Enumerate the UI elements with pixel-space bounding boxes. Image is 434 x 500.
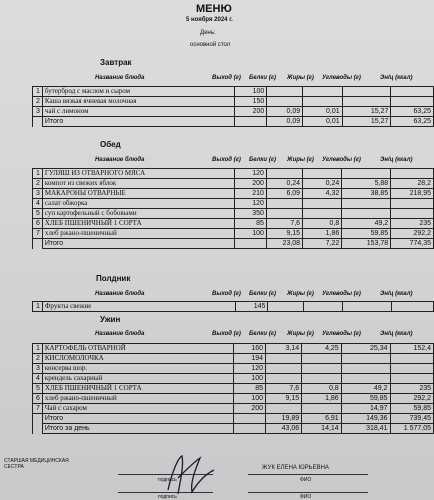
dish-weight: 210 [235, 189, 267, 199]
dish-weight: 200 [234, 404, 266, 414]
lunch-table [32, 168, 434, 249]
dish-weight: 194 [234, 354, 266, 364]
handwritten-signature [160, 452, 220, 496]
table-row [33, 302, 434, 312]
total-energy: 63,25 [391, 117, 434, 127]
dish-protein [266, 354, 302, 364]
day-total-label: Итого за день [42, 424, 233, 434]
row-number: 6 [33, 219, 43, 229]
col-header-fat: Жиры (г) [287, 157, 314, 163]
dish-energy [391, 302, 433, 312]
dish-carbs [342, 199, 391, 209]
dish-protein: 0,24 [266, 179, 302, 189]
row-number: 7 [33, 229, 43, 239]
table-row [33, 107, 434, 117]
col-header-protein: Белки (г) [249, 75, 276, 81]
table-row [33, 189, 434, 199]
row-number: 3 [33, 189, 43, 199]
day-label: День: [200, 30, 216, 36]
dish-protein [266, 364, 302, 374]
dish-weight: 120 [234, 364, 266, 374]
row-number: 5 [33, 209, 43, 219]
name-caption-2: ФИО [300, 494, 312, 500]
blank-cell [33, 414, 43, 424]
dish-name: ХЛЕБ ПШЕНИЧНЫЙ 1 СОРТА [42, 219, 234, 229]
signer-position: СТАРШАЯ МЕДИЦИНСКАЯ СЕСТРА [4, 458, 69, 470]
dish-protein [266, 404, 302, 414]
dish-fat [303, 199, 342, 209]
table-row [33, 87, 434, 97]
day-total-row [33, 424, 434, 434]
dish-name: хлеб ржано-пшеничный [42, 229, 234, 239]
total-energy: 774,35 [391, 239, 434, 249]
col-header-name: Название блюда [95, 291, 145, 297]
dish-protein [267, 97, 303, 107]
col-header-energy: Эн/ц (ккал) [380, 331, 413, 337]
table-row [33, 374, 434, 384]
dish-weight: 100 [234, 374, 266, 384]
table-row [33, 229, 434, 239]
row-number: 1 [33, 344, 43, 354]
total-energy: 739,45 [390, 414, 433, 424]
row-number: 5 [33, 384, 43, 394]
dish-fat [302, 364, 342, 374]
total-protein: 19,89 [266, 414, 302, 424]
table-row [33, 219, 434, 229]
row-number: 1 [33, 169, 43, 179]
dish-protein [268, 302, 304, 312]
dish-carbs [342, 169, 391, 179]
dish-fat: 0,24 [303, 179, 342, 189]
dish-energy: 28,2 [391, 179, 434, 189]
table-row [33, 394, 434, 404]
dish-fat: 1,86 [303, 229, 342, 239]
dish-weight: 150 [235, 97, 267, 107]
row-number: 4 [33, 374, 43, 384]
dish-protein: 9,15 [266, 394, 302, 404]
col-header-protein: Белки (г) [249, 157, 276, 163]
table-row [33, 179, 434, 189]
dish-fat [302, 354, 342, 364]
dish-weight: 85 [234, 384, 266, 394]
col-header-fat: Жиры (г) [287, 75, 314, 81]
col-header-name: Название блюда [95, 331, 145, 337]
dish-carbs [342, 209, 391, 219]
dish-name: Фрукты свежие [42, 302, 235, 312]
blank-cell [234, 414, 266, 424]
dish-carbs: 59,85 [341, 394, 390, 404]
dish-name: салат обжорка [42, 199, 234, 209]
dish-carbs: 49,2 [341, 384, 390, 394]
table-row [33, 384, 434, 394]
dish-weight: 160 [234, 344, 266, 354]
dish-carbs: 15,27 [342, 107, 391, 117]
section-title-snack: Полдник [96, 274, 131, 283]
total-carbs: 153,78 [342, 239, 391, 249]
dish-energy: 235 [390, 384, 433, 394]
dish-fat [303, 209, 342, 219]
row-number: 6 [33, 394, 43, 404]
col-header-name: Название блюда [95, 157, 145, 163]
table-type: основной стол [190, 42, 231, 48]
dish-name: ГУЛЯШ ИЗ ОТВАРНОГО МЯСА [42, 169, 234, 179]
dish-energy: 63,25 [391, 107, 434, 117]
total-row [33, 239, 434, 249]
dish-energy: 292,2 [390, 394, 433, 404]
dish-energy [391, 97, 434, 107]
dish-energy [390, 364, 433, 374]
dish-energy: 152,4 [390, 344, 433, 354]
dish-fat: 0,8 [303, 219, 342, 229]
col-header-energy: Эн/ц (ккал) [380, 75, 413, 81]
dish-name: Каша вязкая ячневая молочная [42, 97, 234, 107]
dish-protein [267, 87, 303, 97]
name-line-2 [248, 492, 368, 493]
dish-fat [304, 302, 343, 312]
table-row [33, 97, 434, 107]
col-header-protein: Белки (г) [249, 331, 276, 337]
dish-name: МАКАРОНЫ ОТВАРНЫЕ [42, 189, 234, 199]
col-header-carbs: Углеводы (г) [322, 291, 361, 297]
table-row [33, 169, 434, 179]
row-number: 1 [33, 87, 43, 97]
dish-energy [391, 169, 434, 179]
col-header-weight: Выход (г) [212, 157, 241, 163]
dish-carbs [343, 302, 392, 312]
dish-fat [302, 374, 342, 384]
dish-protein [266, 199, 302, 209]
col-header-weight: Выход (г) [212, 75, 241, 81]
dinner-table [32, 343, 434, 434]
dish-weight: 100 [235, 87, 267, 97]
total-fat: 0,01 [303, 117, 342, 127]
dish-fat: 1,86 [302, 394, 342, 404]
dish-protein: 9,15 [266, 229, 302, 239]
total-label: Итого [42, 414, 233, 424]
col-header-name: Название блюда [95, 75, 145, 81]
dish-protein [266, 169, 302, 179]
dish-carbs: 59,85 [342, 229, 391, 239]
total-label: Итого [42, 117, 234, 127]
dish-protein [266, 209, 302, 219]
dish-fat [303, 87, 342, 97]
section-title-breakfast: Завтрак [100, 58, 132, 67]
row-number: 3 [33, 107, 43, 117]
total-protein: 23,08 [266, 239, 302, 249]
dish-fat: 4,32 [303, 189, 342, 199]
dish-carbs: 49,2 [342, 219, 391, 229]
day-total-carbs: 318,41 [341, 424, 390, 434]
row-number: 7 [33, 404, 43, 414]
dish-weight: 200 [235, 179, 267, 189]
dish-energy: 235 [391, 219, 434, 229]
col-header-carbs: Углеводы (г) [322, 331, 361, 337]
total-fat: 6,91 [302, 414, 342, 424]
dish-energy [390, 354, 433, 364]
dish-energy [391, 209, 434, 219]
dish-name: хлеб ржано-пшеничный [42, 394, 233, 404]
dish-weight: 350 [235, 209, 267, 219]
dish-fat [303, 97, 342, 107]
dish-carbs [342, 87, 391, 97]
blank-cell [33, 239, 43, 249]
dish-carbs: 14,97 [341, 404, 390, 414]
col-header-weight: Выход (г) [212, 291, 241, 297]
signature-caption: подпись [158, 477, 177, 483]
day-total-energy: 1 577,05 [390, 424, 433, 434]
table-row [33, 344, 434, 354]
row-number: 1 [33, 302, 43, 312]
signature-caption-2: подпись [158, 494, 177, 500]
blank-cell [33, 117, 43, 127]
dish-name: КАРТОФЕЛЬ ОТВАРНОЙ [42, 344, 233, 354]
total-label: Итого [42, 239, 234, 249]
dish-energy: 292,2 [391, 229, 434, 239]
signer-name: ЖУК ЕЛЕНА ЮРЬЕВНА [262, 465, 329, 471]
dish-carbs [342, 97, 391, 107]
total-fat: 7,22 [303, 239, 342, 249]
dish-name: суп картофельный с бобовыми [42, 209, 234, 219]
page-title: МЕНЮ [196, 3, 232, 15]
dish-carbs: 25,34 [341, 344, 390, 354]
total-carbs: 149,36 [341, 414, 390, 424]
dish-energy [390, 374, 433, 384]
breakfast-table [32, 86, 434, 127]
row-number: 2 [33, 179, 43, 189]
dish-name: ХЛЕБ ПШЕНИЧНЫЙ 1 СОРТА [42, 384, 233, 394]
name-line [248, 474, 368, 475]
day-total-protein: 43,06 [266, 424, 302, 434]
row-number: 4 [33, 199, 43, 209]
total-row [33, 414, 434, 424]
name-caption: ФИО [300, 477, 312, 483]
dish-energy: 59,85 [390, 404, 433, 414]
total-row [33, 117, 434, 127]
dish-carbs: 5,88 [342, 179, 391, 189]
dish-fat [303, 169, 342, 179]
dish-weight: 120 [235, 169, 267, 179]
col-header-carbs: Углеводы (г) [322, 75, 361, 81]
blank-cell [234, 424, 266, 434]
dish-protein: 7,6 [266, 384, 302, 394]
total-carbs: 15,27 [342, 117, 391, 127]
dish-carbs: 38,85 [342, 189, 391, 199]
dish-name: чай с лимоном [42, 107, 234, 117]
col-header-energy: Эн/ц (ккал) [380, 157, 413, 163]
dish-weight: 200 [235, 107, 267, 117]
dish-protein: 0,09 [267, 107, 303, 117]
table-row [33, 199, 434, 209]
row-number: 2 [33, 97, 43, 107]
blank-cell [33, 424, 43, 434]
dish-protein [266, 374, 302, 384]
dish-name: бутерброд с маслом и сыром [42, 87, 234, 97]
dish-name: консерва шор. [42, 364, 233, 374]
snack-table [32, 301, 434, 312]
col-header-weight: Выход (г) [212, 331, 241, 337]
dish-fat: 0,8 [302, 384, 342, 394]
dish-name: крендель сахарный [42, 374, 233, 384]
table-row [33, 209, 434, 219]
row-number: 2 [33, 354, 43, 364]
dish-name: Чай с сахаром [42, 404, 233, 414]
dish-protein: 6,09 [266, 189, 302, 199]
day-total-fat: 14,14 [302, 424, 342, 434]
table-row [33, 404, 434, 414]
dish-carbs [341, 374, 390, 384]
dish-energy [391, 199, 434, 209]
section-title-dinner: Ужин [100, 315, 121, 324]
dish-name: КИСЛОМОЛОЧКА [42, 354, 233, 364]
col-header-carbs: Углеводы (г) [322, 157, 361, 163]
section-title-lunch: Обед [100, 140, 121, 149]
dish-weight: 145 [235, 302, 268, 312]
table-row [33, 354, 434, 364]
dish-weight: 85 [235, 219, 267, 229]
dish-carbs [341, 354, 390, 364]
dish-fat: 4,25 [302, 344, 342, 354]
dish-name: компот из свежих яблок [42, 179, 234, 189]
dish-protein: 3,14 [266, 344, 302, 354]
blank-cell [235, 117, 267, 127]
dish-weight: 120 [235, 199, 267, 209]
dish-weight: 100 [234, 394, 266, 404]
menu-date: 5 ноября 2024 г. [186, 17, 233, 23]
table-row [33, 364, 434, 374]
total-protein: 0,09 [267, 117, 303, 127]
blank-cell [235, 239, 267, 249]
dish-fat: 0,01 [303, 107, 342, 117]
col-header-protein: Белки (г) [249, 291, 276, 297]
dish-energy: 218,95 [391, 189, 434, 199]
dish-fat [302, 404, 342, 414]
col-header-fat: Жиры (г) [287, 291, 314, 297]
dish-weight: 100 [235, 229, 267, 239]
col-header-energy: Эн/ц (ккал) [380, 291, 413, 297]
dish-carbs [341, 364, 390, 374]
col-header-fat: Жиры (г) [287, 331, 314, 337]
dish-protein: 7,6 [266, 219, 302, 229]
row-number: 3 [33, 364, 43, 374]
dish-energy [391, 87, 434, 97]
